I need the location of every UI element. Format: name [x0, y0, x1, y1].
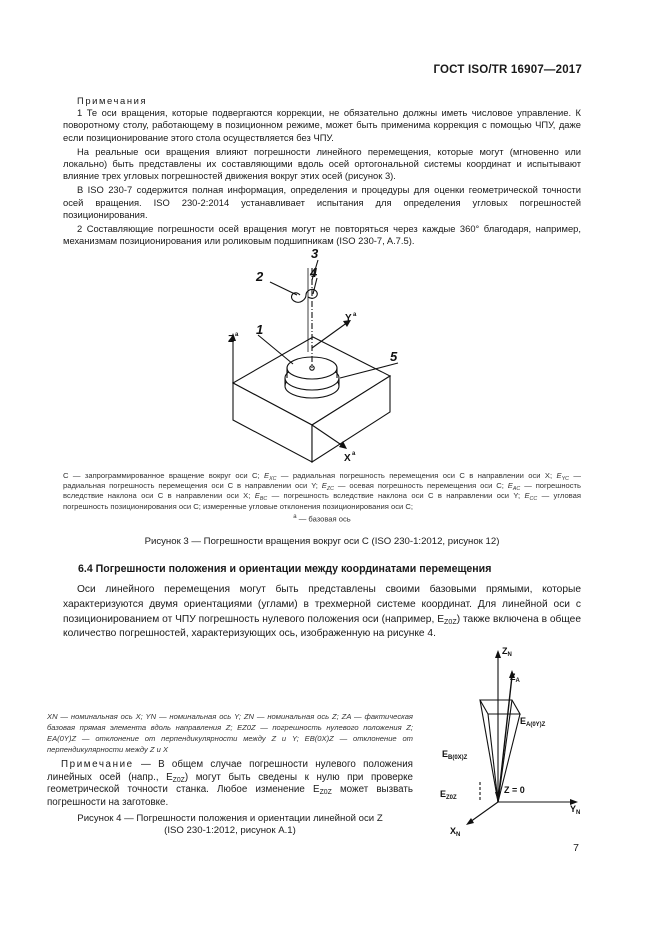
- xn-arrow-icon: [466, 818, 474, 825]
- legend-s1: XC: [269, 476, 277, 482]
- note-4-end: может вызвать погрешности на заготовке.: [47, 784, 414, 808]
- legend-e3: E: [321, 481, 327, 491]
- legend-line-8: — угловая погрешность позиционирования оси C; измеренные угловые отклонения позиционирования оси C;: [63, 491, 581, 511]
- y-star: а: [353, 312, 357, 318]
- note-4-sub: Z0Z: [172, 776, 185, 784]
- x-star: а: [352, 451, 356, 457]
- legend-line-4: — радиальная погрешность перемещения оси C в направлении оси Y;: [63, 471, 581, 491]
- figure-4-title-line-1: Рисунок 4 — Погрешности положения и ориентации линейной оси Z: [77, 813, 383, 824]
- legend-line-6: — погрешность вследствие наклона оси C в направлении оси X;: [63, 481, 581, 501]
- figure-3-title: Рисунок 3 — Погрешности вращения вокруг оси C (ISO 230-1:2012, рисунок 12): [144, 536, 500, 547]
- document-header: ГОСТ ISO/TR 16907—2017: [433, 64, 582, 76]
- section-text-sub: Z0Z: [444, 617, 457, 626]
- label-4: 4: [310, 265, 318, 280]
- leader-2: [270, 282, 297, 295]
- note-paragraph-1: 1 Те оси вращения, которые подвергаются коррекции, не обязательно должны иметь числовое управление. К поворотному столу, работающему в позиционном режиме, может быть применима коррекция с помощью ЧПУ, даже если позиционирование этого стола осуществляется без ЧПУ.: [63, 107, 581, 143]
- label-5: 5: [390, 349, 398, 364]
- note-paragraph-4: 2 Составляющие погрешности осей вращения могут не повторяться через каждые 360° благодаря, например, механизмам позиционирования или роликовым подшипникам (ISO 230-7, A.7.5).: [63, 223, 581, 247]
- figure-3-drawing: [200, 240, 460, 465]
- za-label: $Z_A$: [510, 672, 520, 684]
- section-text-main: Оси линейного перемещения могут быть представлены своими базовыми прямыми, которые характеризуются двумя ориентациями (углами) в трехмерной системе координат. Для линейной оси с позиционированием от ЧПУ погрешность нулевого положения оси (например, E: [63, 584, 581, 625]
- eb-label: $E_{B(0X)Z}$: [442, 749, 468, 761]
- y-label: Y: [345, 313, 352, 324]
- zn-label: $Z_N$: [502, 646, 512, 658]
- legend-s4: AC: [512, 486, 521, 493]
- section-text: [63, 583, 581, 642]
- note-4-text: — В общем случае погрешности нулевого положения линейных осей (напр., E: [47, 759, 413, 783]
- legend-s5: BC: [259, 496, 268, 503]
- ea-label: $E_{A(0Y)Z}$: [520, 716, 546, 728]
- legend-e1: E: [264, 471, 270, 480]
- legend-line-9: — базовая ось: [298, 514, 351, 524]
- zn-arrow-icon: [495, 650, 501, 658]
- x-label: X: [344, 453, 351, 464]
- legend-line-1: C — запрограммированное вращение вокруг оси C;: [63, 471, 260, 480]
- note-paragraph-2: На реальные оси вращения влияют погрешности линейного перемещения, которые могут (мгновенно или локально) быть представлены их составляющими вдоль осей ортогональной системы координат и испытывают влияние трех угловых погрешностей движения вокруг этих осей (рисунок 3).: [63, 145, 581, 182]
- figure-4-title: [47, 813, 413, 837]
- z-label: Z: [228, 334, 235, 345]
- xn-axis: [470, 802, 498, 822]
- y-axis: [312, 322, 348, 348]
- pyramid-edge-1: [480, 700, 498, 802]
- legend-star: а: [293, 513, 297, 520]
- legend-e4: E: [507, 481, 513, 491]
- figure-4-drawing: [420, 642, 590, 842]
- figure-4-title-line-2: (ISO 230-1:2012, рисунок A.1): [164, 825, 296, 836]
- figure-3-legend: [63, 471, 581, 525]
- note-4-mid: ) могут быть сведены к нулю при проверке геометрической точности станка. Любое изменение E: [47, 771, 413, 796]
- pyramid-edge-4: [488, 714, 498, 802]
- legend-line-5: — осевая погрешность перемещения оси C;: [337, 481, 504, 491]
- xn-label: $X_N$: [450, 826, 461, 838]
- legend-e5: E: [254, 491, 260, 501]
- za-axis: [498, 676, 512, 802]
- z0-arrow-icon: [495, 792, 501, 802]
- figure-4-note: [47, 759, 413, 809]
- ez-label: $E_{Z0Z}$: [440, 789, 457, 801]
- section-title: 6.4 Погрешности положения и ориентации между координатами перемещения: [78, 563, 492, 575]
- z-star: а: [235, 332, 239, 338]
- legend-s6: CC: [529, 496, 538, 503]
- note-4-sub2: Z0Z: [319, 789, 332, 797]
- label-1: 1: [256, 322, 264, 337]
- note-4-title: Примечание: [61, 759, 134, 770]
- legend-line-3: X;: [544, 471, 553, 480]
- notes-block: [63, 95, 581, 247]
- z0-label: Z = 0: [504, 785, 525, 795]
- legend-s2: YC: [561, 476, 569, 482]
- section-text-end: ) также включена в общее количество погрешностей, характеризующих ось, изображенную на рисунке 4.: [63, 613, 581, 640]
- label-2: 2: [256, 269, 264, 284]
- legend-s3: ZC: [326, 486, 334, 493]
- yn-label: $Y_N$: [570, 804, 581, 816]
- label-3: 3: [311, 246, 319, 261]
- legend-e2: E: [556, 471, 562, 480]
- page-number: 7: [573, 842, 579, 854]
- legend-e6: E: [524, 491, 530, 501]
- legend-line-2: — радиальная погрешность перемещения оси C в направлении оси: [280, 471, 541, 480]
- figure-4-legend: XN — номинальная ось X; YN — номинальная ось Y; ZN — номинальная ось Z; ZA — фактическая базовая прямая элемента вдоль направления Z; EZ0Z — погрешность нулевого положения Z; EA(0Y)Z — отклонение от перпендикулярности между Z и Y; EB(0X)Z — отклонение от перпендикулярности между Z и X: [47, 712, 413, 754]
- notes-title: Примечания: [77, 95, 148, 106]
- pyramid-top: [480, 700, 520, 714]
- legend-line-7: — погрешность вследствие наклона оси C в направлении оси Y;: [271, 491, 521, 501]
- note-paragraph-3: В ISO 230-7 содержится полная информация, определения и процедуры для оценки геометрической точности осей вращения. ISO 230-2:2014 устанавливает испытания для определения угловых погрешностей позиционирования.: [63, 184, 581, 220]
